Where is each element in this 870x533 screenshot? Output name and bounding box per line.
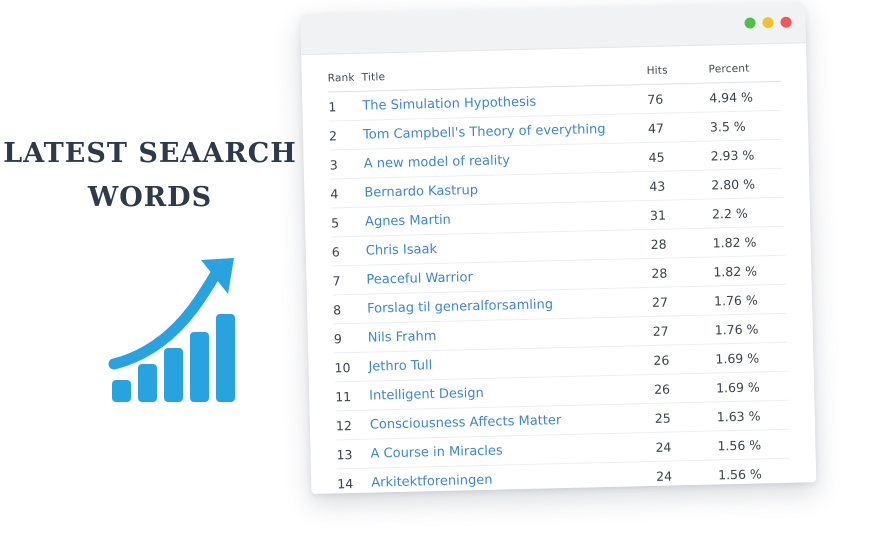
cell-rank: 1 [328, 91, 363, 121]
cell-percent: 1.56 % [718, 458, 791, 489]
cell-rank: 4 [330, 178, 365, 208]
cell-hits: 47 [648, 112, 711, 142]
cell-percent: 1.76 % [714, 284, 787, 315]
cell-hits: 28 [650, 228, 713, 258]
cell-rank: 3 [329, 149, 364, 179]
search-word-link[interactable]: Tom Campbell's Theory of everything [362, 121, 606, 143]
search-word-link[interactable]: Agnes Martin [364, 212, 452, 230]
cell-rank: 11 [335, 381, 370, 411]
cell-hits: 26 [654, 373, 717, 403]
cell-hits: 31 [650, 199, 713, 229]
cell-rank: 6 [331, 236, 366, 266]
cell-rank: 9 [333, 323, 368, 353]
cell-hits: 45 [648, 141, 711, 171]
cell-hits: 28 [651, 257, 714, 287]
search-word-link[interactable]: Intelligent Design [369, 385, 484, 404]
search-word-link[interactable]: Chris Isaak [365, 241, 438, 259]
search-word-link[interactable]: Arkitektforeningen [371, 472, 493, 491]
cell-hits: 25 [654, 402, 717, 432]
browser-window [300, 2, 827, 514]
cell-rank: 8 [333, 294, 368, 324]
table-body [328, 81, 790, 494]
cell-hits: 24 [655, 431, 718, 461]
cell-percent: 1.56 % [717, 429, 790, 460]
search-words-table [328, 62, 791, 494]
window-content [301, 43, 816, 494]
cell-percent: 1.69 % [716, 371, 789, 402]
search-word-link[interactable]: A new model of reality [363, 153, 511, 172]
cell-percent: 3.5 % [710, 110, 783, 141]
minimize-button-icon[interactable] [744, 17, 755, 28]
column-header-rank: Rank [328, 72, 362, 92]
cell-hits: 26 [653, 344, 716, 374]
cell-hits: 27 [652, 286, 715, 316]
search-word-link[interactable]: Consciousness Affects Matter [369, 413, 562, 433]
cell-hits: 24 [656, 460, 719, 490]
growth-arrow-chart-icon [108, 252, 258, 412]
cell-hits: 27 [652, 315, 715, 345]
window-controls [744, 17, 791, 29]
search-word-link[interactable]: Forslag til generalforsamling [366, 297, 554, 317]
cell-rank: 5 [331, 207, 366, 237]
search-word-link[interactable]: Nils Frahm [367, 329, 437, 346]
cell-percent: 1.63 % [716, 400, 789, 431]
cell-hits: 43 [649, 170, 712, 200]
column-header-hits: Hits [646, 64, 708, 85]
cell-rank: 7 [332, 265, 367, 295]
cell-percent: 1.76 % [714, 313, 787, 344]
cell-rank: 13 [336, 439, 371, 469]
cell-hits: 76 [647, 83, 710, 113]
search-word-link[interactable]: Bernardo Kastrup [364, 182, 479, 201]
cell-percent: 1.82 % [713, 255, 786, 286]
cell-percent: 4.94 % [709, 81, 782, 112]
promo-panel [0, 0, 300, 533]
column-header-percent: Percent [708, 62, 780, 83]
search-word-link[interactable]: A Course in Miracles [370, 443, 503, 462]
cell-percent: 1.82 % [712, 226, 785, 257]
cell-percent: 2.80 % [711, 168, 784, 199]
column-header-title: Title [362, 65, 647, 91]
search-word-link[interactable]: The Simulation Hypothesis [362, 94, 537, 114]
maximize-button-icon[interactable] [762, 17, 773, 28]
page-title: LATEST SEAARCH WORDS [3, 138, 297, 213]
cell-rank: 2 [329, 120, 364, 150]
cell-rank: 14 [337, 468, 372, 494]
search-word-link[interactable]: Peaceful Warrior [366, 270, 474, 288]
search-word-link[interactable]: Jethro Tull [368, 358, 433, 375]
close-button-icon[interactable] [780, 17, 791, 28]
cell-rank: 12 [336, 410, 371, 440]
cell-percent: 2.93 % [710, 139, 783, 170]
cell-percent: 1.69 % [715, 342, 788, 373]
cell-percent: 2.2 % [712, 197, 785, 228]
cell-rank: 10 [334, 352, 369, 382]
cell-title [371, 461, 657, 494]
